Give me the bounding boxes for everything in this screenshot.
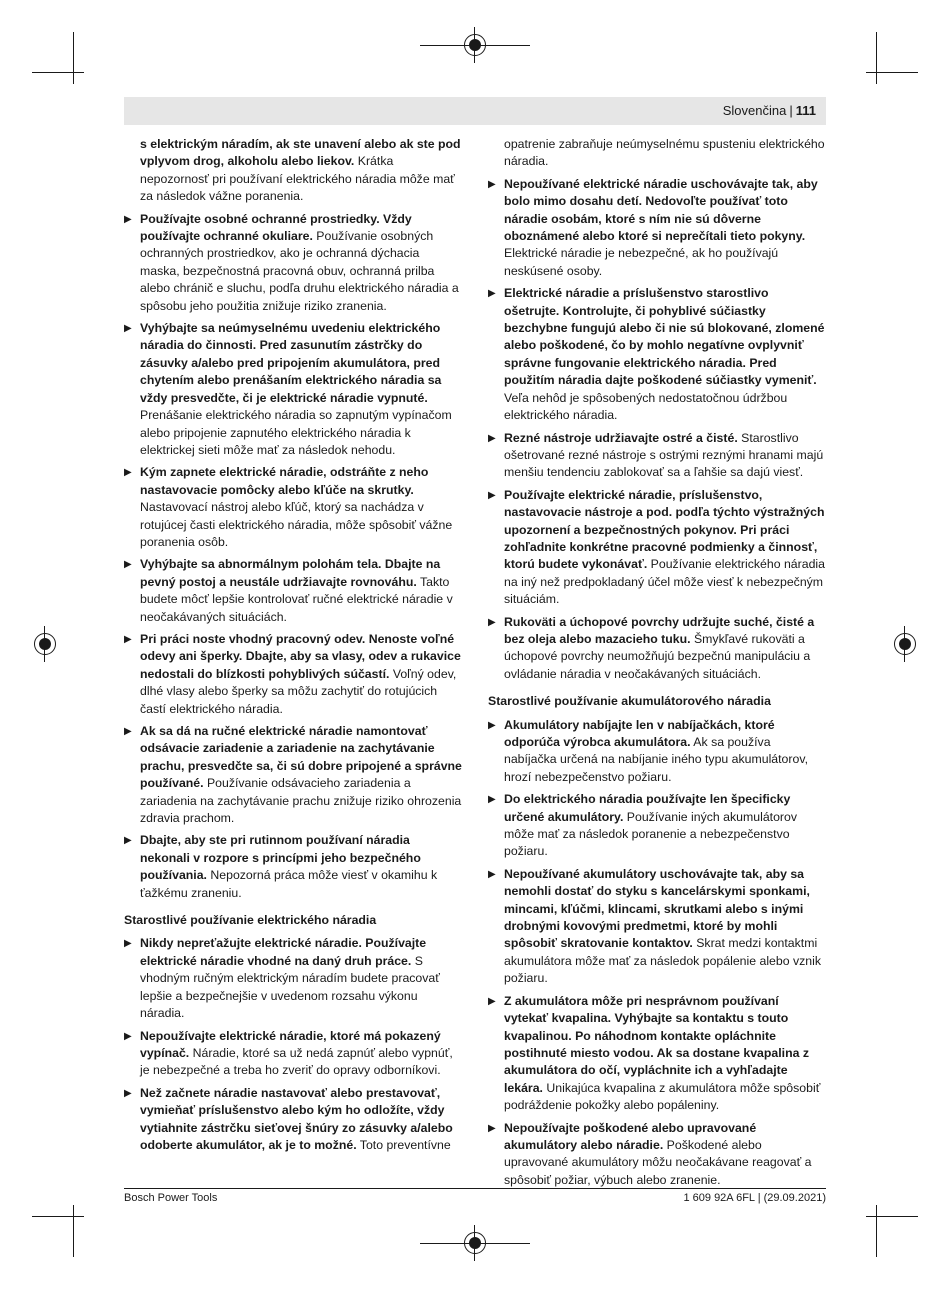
list-item: ▶ Nepoužívané elektrické náradie uschovávajte tak, aby bolo mimo dosahu detí. Nedovoľte používať toto náradie osobám, ktoré s ním nie sú dôverne oboznámené alebo ktoré si neprečítali tieto pokyny. Elektrické náradie je nebezpečné, ak ho používajú neskúsené osoby. — [488, 176, 818, 278]
header-separator: | — [789, 103, 793, 118]
header-text — [723, 103, 816, 118]
crop-mark — [32, 72, 84, 73]
list-item: ▶ Nepoužívané akumulátory uschovávajte tak, aby sa nemohli dostať do styku s kancelárskymi sponkami, mincami, kľúčmi, klincami, skrutkami alebo s inými drobnými kovovými predmetmi, ktoré by mohli spôsobiť skratovanie kontaktov. Skrat medzi kontaktmi akumulátora môže mať za následok popálenie alebo vznik požiaru. — [488, 866, 821, 986]
header-language: Slovenčina — [722, 103, 787, 118]
bullet-icon: ▶ — [124, 213, 132, 225]
bullet-icon: ▶ — [488, 616, 496, 628]
bullet-icon: ▶ — [124, 633, 132, 645]
continuation-paragraph: opatrenie zabraňuje neúmyselnému spusteniu elektrického náradia. — [504, 137, 825, 169]
bullet-icon: ▶ — [124, 938, 132, 950]
crop-mark — [73, 32, 74, 84]
bullet-icon: ▶ — [488, 995, 496, 1007]
page-header — [124, 97, 826, 125]
registration-mark-icon — [464, 34, 486, 56]
right-column — [488, 136, 826, 1194]
footer-brand: Bosch Power Tools — [124, 1192, 218, 1204]
list-item: ▶ Nepoužívajte elektrické náradie, ktoré má pokazený vypínač. Náradie, ktoré sa už nedá zapnúť alebo vypnúť, je nebezpečné a treba ho zveriť do opravy odborníkovi. — [124, 1028, 453, 1078]
section-heading: Starostlivé používanie akumulátorového náradia — [488, 694, 771, 709]
crop-mark — [866, 1216, 918, 1217]
bullet-icon: ▶ — [488, 489, 496, 501]
registration-mark-icon — [34, 633, 56, 655]
list-item: ▶ Do elektrického náradia používajte len špecificky určené akumulátory. Používanie iných akumulátorov môže mať za následok poranenie a nebezpečenstvo požiaru. — [488, 792, 797, 859]
list-item: ▶ Akumulátory nabíjajte len v nabíjačkách, ktoré odporúča výrobca akumulátora. Ak sa používa nabíjačka určená na nabíjanie iného typu akumulátorov, hrozí nebezpečenstvo požiaru. — [488, 717, 808, 784]
registration-mark-icon — [894, 633, 916, 655]
list-item: ▶ Z akumulátora môže pri nesprávnom používaní vytekať kvapalina. Vyhýbajte sa kontaktu s touto kvapalinou. Po náhodnom kontakte opláchnite postihnuté miesto vodou. Ak sa dostane kvapalina z akumulátora do očí, vypláchnite ich a vyhľadajte lekára. Unikajúca kvapalina z akumulátora môže spôsobiť podráždenie pokožky alebo popáleniny. — [488, 993, 821, 1113]
registration-mark-icon — [464, 1232, 486, 1254]
list-item: ▶ Než začnete náradie nastavovať alebo prestavovať, vymieňať príslušenstvo alebo kým ho odložíte, vždy vytiahnite zástrčku sieťovej šnúry zo zásuvky a/alebo odoberte akumulátor, ak je to možné. Toto preventívne — [124, 1085, 453, 1152]
list-item: ▶ Nikdy nepreťažujte elektrické náradie. Používajte elektrické náradie vhodné na daný druh práce. S vhodným ručným elektrickým náradím budete pracovať lepšie a bezpečnejšie v uvedenom rozsahu výkonu náradia. — [124, 936, 440, 1021]
bullet-icon: ▶ — [488, 1122, 496, 1134]
left-column — [124, 136, 462, 1159]
crop-mark — [876, 1205, 877, 1257]
list-item: ▶ Dbajte, aby ste pri rutinnom používaní náradia nekonali v rozpore s princípmi jeho bezpečného používania. Nepozorná práca môže viesť v okamihu k ťažkému zraneniu. — [124, 833, 438, 900]
bullet-icon: ▶ — [124, 726, 132, 737]
page-number: 111 — [795, 103, 816, 118]
bullet-icon: ▶ — [488, 288, 496, 300]
crop-mark — [866, 72, 918, 73]
bullet-icon: ▶ — [488, 432, 496, 444]
list-item: ▶ Vyhýbajte sa abnormálnym polohám tela. Dbajte na pevný postoj a neustále udržiavajte rovnováhu. Takto budete môcť lepšie kontrolovať ručné elektrické náradie v neočakávaných situáciách. — [124, 557, 453, 624]
list-item: ▶ Rukoväti a úchopové povrchy udržujte suché, čisté a bez oleja alebo mazacieho tuku. Šmykľavé rukoväti a úchopové povrchy neumožňujú bezpečnú manipuláciu a ovládanie náradia v neočakávaných situáciách. — [488, 614, 815, 681]
crop-mark — [73, 1205, 74, 1257]
list-item: ▶ Elektrické náradie a príslušenstvo starostlivo ošetrujte. Kontrolujte, či pohyblivé súčiastky bezchybne fungujú alebo či nie sú blokované, zlomené alebo poškodené, čo by mohlo negatívne ovplyvniť správne fungovanie elektrického náradia. Pred použitím náradia dajte poškodené súčiastky vymeniť. Veľa nehôd je spôsobených nedostatočnou údržbou elektrického náradia. — [488, 286, 825, 423]
list-item: ▶ Ak sa dá na ručné elektrické náradie namontovať odsávacie zariadenie a zariadenie na zachytávanie prachu, presvedčte sa, či sú dobre pripojené a správne používané. Používanie odsávacieho zariadenia a zariadenia na zachytávanie prachu znižuje riziko ohrozenia zdravia prachom. — [124, 724, 462, 826]
crop-mark — [32, 1216, 84, 1217]
bullet-icon: ▶ — [488, 868, 496, 880]
bullet-icon: ▶ — [124, 835, 132, 847]
bullet-icon: ▶ — [124, 1087, 132, 1099]
list-item: ▶ Pri práci noste vhodný pracovný odev. Nenoste voľné odevy ani šperky. Dbajte, aby sa vlasy, odev a rukavice nedostali do blízkosti pohyblivých súčastí. Voľný odev, dlhé vlasy alebo šperky sa môžu zachytiť do rotujúcich častí elektrického náradia. — [124, 631, 461, 716]
footer-divider — [124, 1188, 826, 1189]
list-item: ▶ Rezné nástroje udržiavajte ostré a čisté. Starostlivo ošetrované rezné nástroje s ostrými reznými hranami majú menšiu tendenciu zablokovať sa a ľahšie sa dajú viesť. — [488, 430, 824, 480]
bullet-icon: ▶ — [488, 794, 496, 806]
bullet-icon: ▶ — [124, 467, 132, 479]
bullet-icon: ▶ — [488, 719, 496, 731]
bullet-icon: ▶ — [124, 323, 132, 335]
bullet-icon: ▶ — [488, 178, 496, 190]
section-heading: Starostlivé používanie elektrického náradia — [124, 913, 377, 928]
footer-doc-id: 1 609 92A 6FL | (29.09.2021) — [683, 1192, 826, 1204]
bullet-icon: ▶ — [124, 559, 132, 571]
list-item: ▶ Vyhýbajte sa neúmyselnému uvedeniu elektrického náradia do činnosti. Pred zasunutím zástrčky do zásuvky a/alebo pred pripojením akumulátora, pred chytením alebo prenášaním elektrického náradia sa vždy presvedčte, či je elektrické náradie vypnuté. Prenášanie elektrického náradia so zapnutým vypínačom alebo pripojenie zapnutého elektrického náradia k elektrickej sieti môže mať za následok nehodu. — [124, 321, 452, 457]
list-item: ▶ Používajte elektrické náradie, príslušenstvo, nastavovacie nástroje a pod. podľa týchto výstražných upozornení a bezpečnostných pokynov. Pri práci zohľadnite konkrétne pracovné podmienky a činnosť, ktorú budete vykonávať. Používanie elektrického náradia na iný než predpokladaný účel môže viesť k nebezpečným situáciám. — [488, 487, 825, 607]
list-item: ▶ Kým zapnete elektrické náradie, odstráňte z neho nastavovacie pomôcky alebo kľúče na skrutky. Nastavovací nástroj alebo kľúč, ktorý sa nachádza v rotujúcej časti elektrického náradia, môže spôsobiť vážne poranenia osôb. — [124, 465, 453, 549]
crop-mark — [876, 32, 877, 84]
bullet-icon: ▶ — [124, 1030, 132, 1042]
list-item: ▶ Používajte osobné ochranné prostriedky. Vždy používajte ochranné okuliare. Používanie osobných ochranných prostriedkov, ako je ochranná dýchacia maska, bezpečnostná pracovná obuv, ochranná prilba alebo chránič e sluchu, podľa druhu elektrického náradia a spôsobu jeho použitia znižuje riziko zranenia. — [124, 211, 459, 313]
list-item: ▶ Nepoužívajte poškodené alebo upravované akumulátory alebo náradie. Poškodené alebo upravované akumulátory môžu neočakávane reagovať a spôsobiť požiar, výbuch alebo zranenie. — [488, 1120, 812, 1187]
continuation-paragraph: s elektrickým náradím, ak ste unavení alebo ak ste pod vplyvom drog, alkoholu alebo liekov. Krátka nepozornosť pri používaní elektrického náradia môže mať za následok vážne poranenia. — [140, 137, 461, 204]
